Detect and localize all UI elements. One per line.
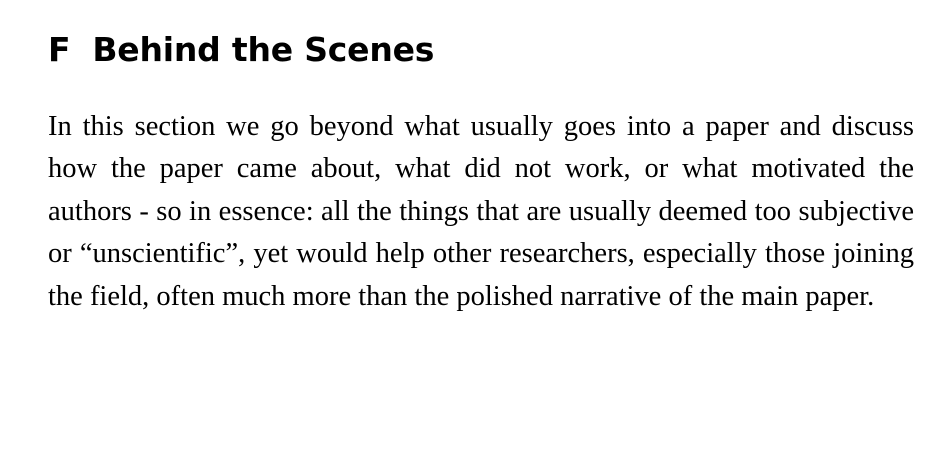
- section-paragraph: In this section we go beyond what usually goes into a paper and discuss how the paper came about, what did not work, or what motivated the authors - so in essence: all the things that are usually deemed too subjective or “unscientific”, yet would help other researchers, especially those joining the field, often much more than the polished narrative of the main paper.: [48, 110, 914, 312]
- section-title: Behind the Scenes: [92, 30, 435, 69]
- section-heading: [48, 24, 914, 70]
- section-number: F: [48, 30, 71, 69]
